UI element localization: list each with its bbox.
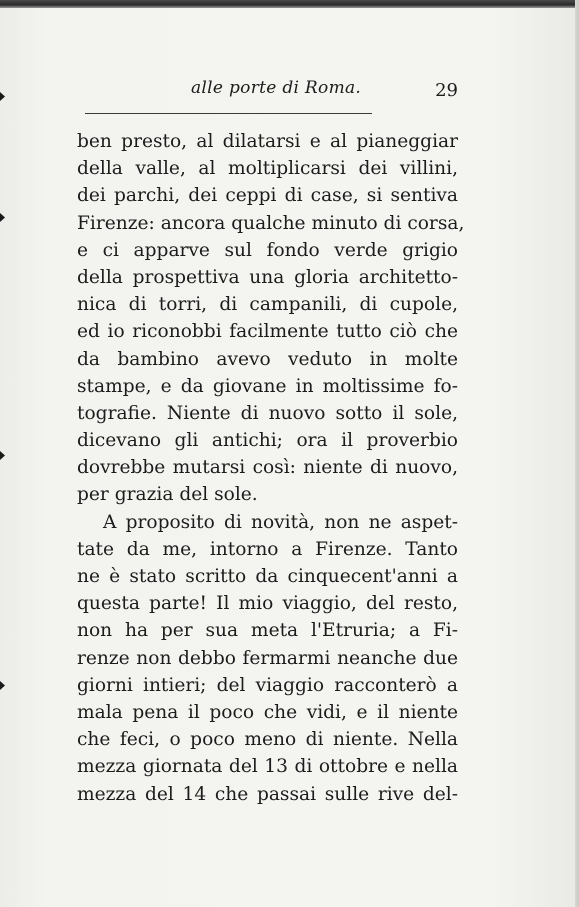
text-line: ben presto, al dilatarsi e al pianeggiar: [77, 131, 458, 152]
paragraph-1: [77, 128, 465, 509]
text-line: dei parchi, dei ceppi di case, si sentiva: [77, 185, 458, 207]
text-line: non ha per sua meta l'Etruria; a Fi-: [77, 620, 458, 642]
text-line: questa parte! Il mio viaggio, del resto,: [77, 593, 458, 615]
margin-mark: [0, 213, 5, 222]
margin-mark: [0, 92, 5, 101]
text-line: A proposito di novità, non ne aspet-: [103, 511, 458, 533]
header-rule: [85, 113, 372, 114]
text-line: nica di torri, di campanili, di cupole,: [77, 294, 458, 316]
page-right-edge: [575, 0, 579, 907]
text-line: mezza giornata del 13 di ottobre e nella: [77, 756, 458, 778]
page-top-edge: [0, 0, 579, 8]
text-line: renze non debbo fermarmi neanche due: [77, 647, 458, 669]
text-line: tate da me, intorno a Firenze. Tanto: [77, 538, 458, 560]
text-line: e ci apparve sul fondo verde grigio: [77, 239, 458, 261]
text-line: stampe, e da giovane in moltissime fo-: [77, 375, 458, 397]
text-line: mezza del 14 che passai sulle rive del-: [77, 783, 458, 805]
text-line: giorni intieri; del viaggio racconterò a: [77, 674, 458, 696]
text-line: dicevano gli antichi; ora il proverbio: [77, 430, 458, 452]
text-line: da bambino avevo veduto in molte: [77, 348, 458, 370]
text-line: per grazia del sole.: [77, 484, 258, 506]
margin-mark: [0, 451, 5, 460]
running-header: [77, 78, 458, 104]
text-line: che feci, o poco meno di niente. Nella: [77, 729, 458, 751]
text-line: della prospettiva una gloria architetto-: [77, 266, 458, 288]
running-title: alle porte di Roma.: [191, 78, 362, 98]
text-line: tografie. Niente di nuovo sotto il sole,: [77, 402, 458, 424]
paragraph-2: [77, 509, 458, 808]
text-line: dovrebbe mutarsi così: niente di nuovo,: [77, 457, 458, 479]
text-line: ne è stato scritto da cinquecent'anni a: [77, 566, 458, 587]
text-line: Firenze: ancora qualche minuto di corsa,: [77, 212, 465, 234]
body-text: [77, 128, 465, 808]
text-line: mala pena il poco che vidi, e il niente: [77, 701, 458, 723]
margin-mark: [0, 681, 5, 690]
text-line: ed io riconobbi facilmente tutto ciò che: [77, 321, 458, 343]
page-number: 29: [435, 80, 458, 101]
text-line: della valle, al moltiplicarsi dei villini,: [77, 158, 458, 180]
